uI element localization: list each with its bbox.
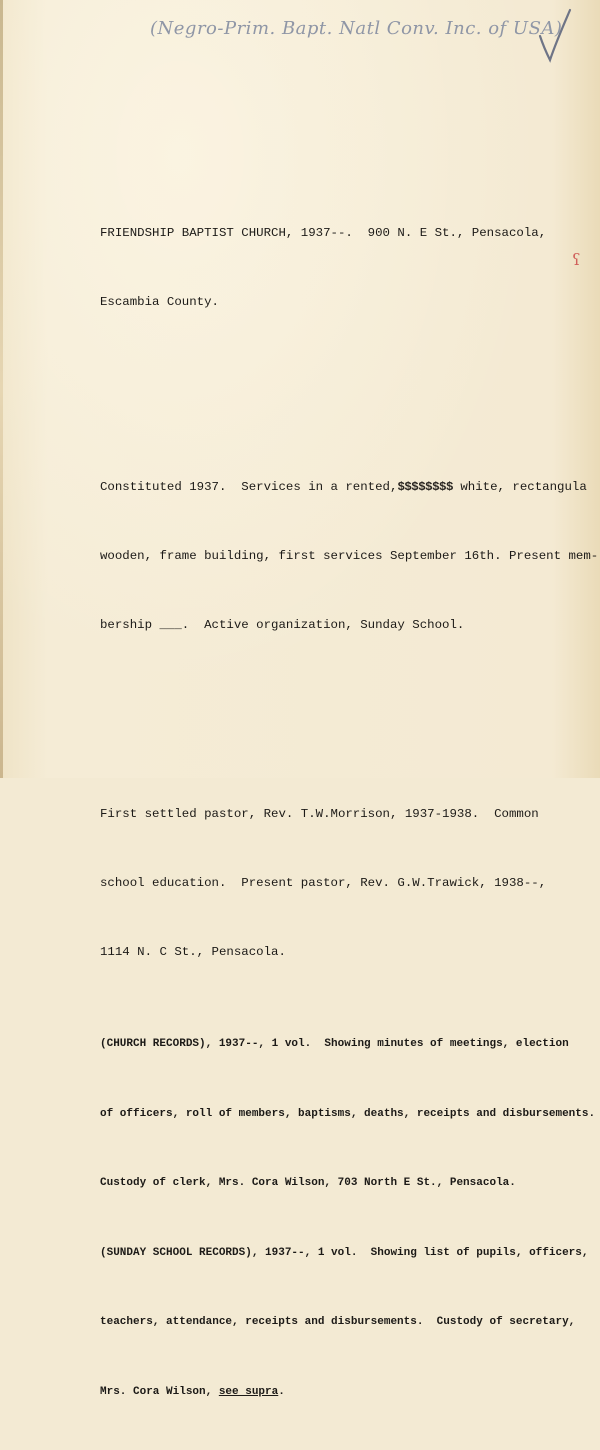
checkmark-icon bbox=[534, 6, 574, 66]
pastor-line-1: First settled pastor, Rev. T.W.Morrison, 1937-1938. Common bbox=[100, 807, 539, 821]
history-line-3: bership ___. Active organization, Sunday School. bbox=[100, 618, 465, 632]
see-supra-reference: see supra bbox=[218, 1385, 279, 1398]
records-line-6-post: . bbox=[278, 1385, 285, 1398]
records-line-2: of officers, roll of members, baptisms, deaths, receipts and disbursements. bbox=[100, 1107, 596, 1120]
struck-out-text: $$$$$$$$ bbox=[397, 480, 453, 494]
history-line-1-post: white, rectangula bbox=[452, 480, 587, 494]
handwritten-annotation: (Negro-Prim. Bapt. Natl Conv. Inc. of USA) bbox=[150, 18, 563, 39]
history-line-1 bbox=[100, 476, 587, 499]
history-line-1-pre: Constituted 1937. Services in a rented, bbox=[100, 480, 398, 494]
header-line-2: Escambia County. bbox=[100, 295, 219, 309]
records-line-3: Custody of clerk, Mrs. Cora Wilson, 703 North E St., Pensacola. bbox=[100, 1177, 516, 1189]
paper-edge bbox=[0, 0, 3, 778]
pastor-line-2: school education. Present pastor, Rev. G.W.Trawick, 1938--, bbox=[100, 876, 547, 890]
records-line-4: (SUNDAY SCHOOL RECORDS), 1937--, 1 vol. Showing list of pupils, officers, bbox=[100, 1246, 589, 1259]
typed-text-body bbox=[100, 176, 599, 1450]
header-line-1: FRIENDSHIP BAPTIST CHURCH, 1937--. 900 N. E St., Pensacola, bbox=[100, 226, 547, 240]
history-line-2: wooden, frame building, first services September 16th. Present mem- bbox=[100, 549, 599, 563]
red-margin-mark: ʕ bbox=[572, 250, 581, 269]
records-line-6 bbox=[100, 1381, 570, 1405]
pastor-line-3: 1114 N. C St., Pensacola. bbox=[100, 945, 286, 959]
records-line-5: teachers, attendance, receipts and disbursements. Custody of secretary, bbox=[100, 1316, 576, 1328]
records-line-1: (CHURCH RECORDS), 1937--, 1 vol. Showing minutes of meetings, election bbox=[100, 1038, 569, 1050]
records-line-6-pre: Mrs. Cora Wilson, bbox=[100, 1385, 219, 1398]
